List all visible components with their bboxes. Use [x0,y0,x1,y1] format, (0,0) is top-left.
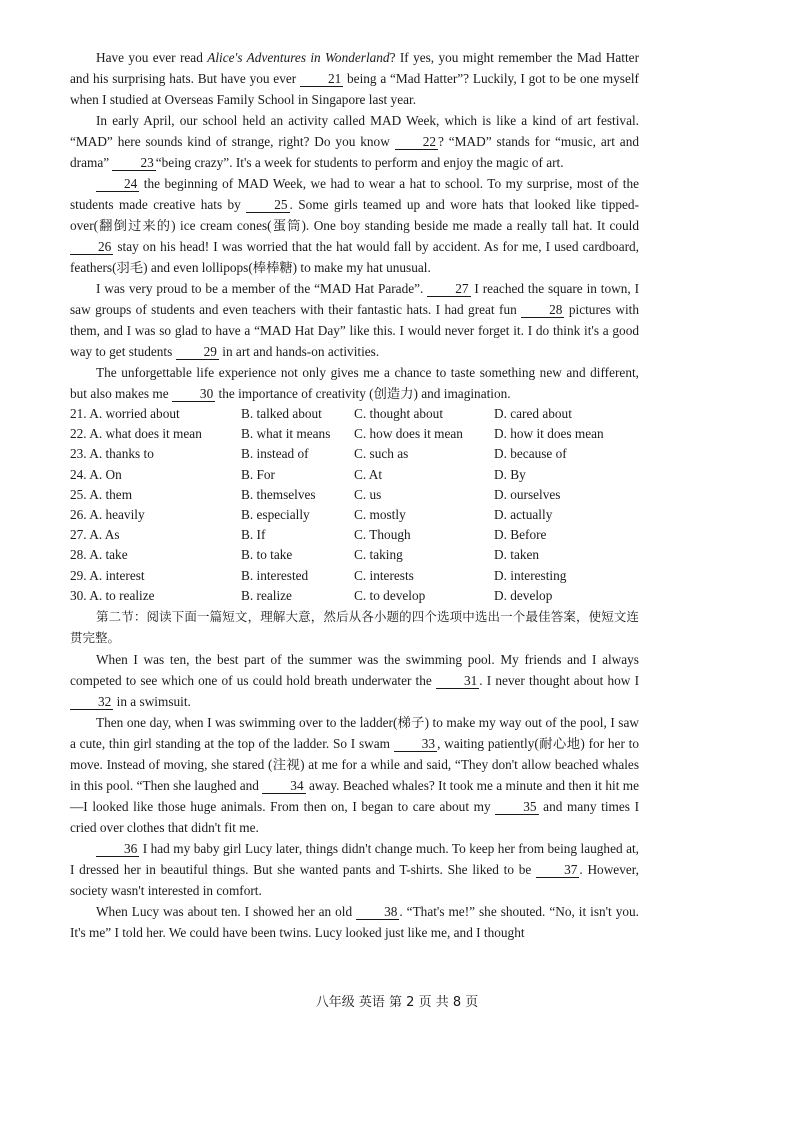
option-row-25 [70,485,639,505]
option-28-c[interactable]: C. taking [354,547,403,563]
option-21-b[interactable]: B. talked about [241,406,322,421]
option-26-b[interactable]: B. especially [241,507,310,523]
option-27-b[interactable]: B. If [241,527,266,543]
options-list [70,404,639,606]
blank-38[interactable]: 38 [356,905,399,920]
option-24-a[interactable]: 24. A. On [70,466,122,482]
option-29-d[interactable]: D. interesting [494,567,567,583]
option-29-b[interactable]: B. interested [241,567,309,583]
option-28-b[interactable]: B. to take [241,547,293,563]
blank-34[interactable]: 34 [262,779,305,794]
option-25-a[interactable]: 25. A. them [70,486,133,502]
blank-22[interactable]: 22 [395,135,438,150]
option-row-27 [70,525,639,545]
option-22-c[interactable]: C. how does it mean [354,426,463,442]
blank-35[interactable]: 35 [495,800,538,815]
option-29-a[interactable]: 29. A. interest [70,567,145,583]
blank-27[interactable]: 27 [427,282,470,297]
option-25-c[interactable]: C. us [354,486,382,502]
option-22-d[interactable]: D. how it does mean [494,426,604,442]
blank-23[interactable]: 23 [112,156,155,171]
option-26-c[interactable]: C. mostly [354,507,406,523]
option-22-a[interactable]: 22. A. what does it mean [70,426,202,442]
passage1-paragraph-3: 24 the beginning of MAD Week, we had to wear a hat to school. To my surprise, most of the students made creative hats by 25 . Some girls teamed up and wore hats that looked like tipped-over(翻倒过来的) ice cream cones(蛋筒). One boy standing beside me made a really tall hat. It could 26 stay on his head! I was worried that the hat would fall by accident. As for me, I used cardboard, feathers(羽毛) and even lollipops(棒棒糖) to make my hat unusual. [70,176,639,275]
option-row-28 [70,545,639,565]
option-row-24 [70,465,639,485]
option-24-b[interactable]: B. For [241,466,275,482]
option-21-a[interactable]: 21. A. worried about [70,406,180,421]
option-row-21 [70,404,639,424]
option-row-22 [70,424,639,444]
passage2-paragraph-1: When I was ten, the best part of the summer was the swimming pool. My friends and I always competed to see which one of us could hold breath underwater the 31 . I never thought about how I 32 in a swimsuit. [70,652,639,710]
blank-30[interactable]: 30 [172,387,215,402]
option-row-30 [70,586,639,606]
passage1-paragraph-4: I was very proud to be a member of the “MAD Hat Parade”. 27 I reached the square in town, I saw groups of students and even teachers with their fantastic hats. I had great fun 28 pictures with them, and I was so glad to have a “MAD Hat Day” like this. I would never forget it. I do think it's a good way to get students 29 in art and hands-on activities. [70,281,639,359]
blank-26[interactable]: 26 [70,240,113,255]
blank-36[interactable]: 36 [96,842,139,857]
option-30-a[interactable]: 30. A. to realize [70,587,155,603]
option-row-26 [70,505,639,525]
option-row-29 [70,566,639,586]
passage1-paragraph-1: Have you ever read Alice's Adventures in Wonderland? If yes, you might remember the Mad Hatter and his surprising hats. But have you ever 21 being a “Mad Hatter”? Luckily, I got to be one myself when I studied at Overseas Family School in Singapore last year. [70,50,640,107]
option-24-c[interactable]: C. At [354,466,383,482]
option-23-c[interactable]: C. such as [354,446,409,462]
option-21-d[interactable]: D. cared about [494,406,572,421]
option-28-d[interactable]: D. taken [494,547,540,563]
option-28-a[interactable]: 28. A. take [70,547,128,563]
blank-25[interactable]: 25 [246,198,289,213]
option-30-d[interactable]: D. develop [494,587,553,603]
option-24-d[interactable]: D. By [494,466,526,482]
section2-instruction: 第二节：阅读下面一篇短文，理解大意，然后从各小题的四个选项中选出一个最佳答案，使短文连贯完整。 [70,609,639,646]
option-26-a[interactable]: 26. A. heavily [70,507,145,523]
page-footer: 八年级 英语 第 2 页 共 8 页 [315,995,479,1010]
option-27-d[interactable]: D. Before [494,527,547,543]
passage1-paragraph-5: The unforgettable life experience not only gives me a chance to taste something new and different, but also makes me 30 the importance of creativity (创造力) and imagination. [70,365,639,401]
passage2-paragraph-4: When Lucy was about ten. I showed her an old 38 . “That's me!” she shouted. “No, it isn't you. It's me” I told her. We could have been twins. Lucy looked just like me, and I thought [70,904,639,941]
blank-28[interactable]: 28 [521,303,564,318]
blank-21[interactable]: 21 [300,72,343,87]
option-30-c[interactable]: C. to develop [354,587,426,603]
option-23-b[interactable]: B. instead of [241,446,309,462]
option-25-b[interactable]: B. themselves [241,486,316,502]
blank-33[interactable]: 33 [394,737,437,752]
blank-24[interactable]: 24 [96,177,139,192]
option-23-a[interactable]: 23. A. thanks to [70,446,154,462]
blank-31[interactable]: 31 [436,674,479,689]
blank-32[interactable]: 32 [70,695,113,710]
option-22-b[interactable]: B. what it means [241,426,331,442]
passage2-paragraph-3: 36 I had my baby girl Lucy later, things didn't change much. To keep her from being laughed at, I dressed her in beautiful things. But she wanted pants and T-shirts. She liked to be 37 . However, society wasn't interested in comfort. [70,841,639,899]
option-30-b[interactable]: B. realize [241,587,292,603]
option-row-23 [70,444,639,464]
blank-29[interactable]: 29 [176,345,219,360]
option-21-c[interactable]: C. thought about [354,406,444,421]
exam-page [70,47,639,943]
option-26-d[interactable]: D. actually [494,507,553,523]
passage2-paragraph-2: Then one day, when I was swimming over to the ladder(梯子) to make my way out of the pool, I saw a cute, thin girl standing at the top of the ladder. So I swam 33 , waiting patiently(耐心地) for her to move. Instead of moving, she stared (注视) at me for a while and said, “They don't allow beached whales in this pool. “Then she laughed and 34 away. Beached whales? It took me a minute and then it hit me —I looked like those huge animals. From then on, I began to care about my 35 and many times I cried over clothes that didn't fit me. [70,715,639,836]
blank-37[interactable]: 37 [536,863,579,878]
passage1-paragraph-2: In early April, our school held an activity called MAD Week, which is like a kind of art festival. “MAD” here sounds kind of strange, right? Do you know 22 ? “MAD” stands for “music, art and drama” 23 “being crazy”. It's a week for students to perform and enjoy the magic of art. [70,113,639,170]
option-27-c[interactable]: C. Though [354,527,411,543]
book-title: Alice's Adventures in Wonderland [207,50,390,65]
option-25-d[interactable]: D. ourselves [494,486,561,502]
option-29-c[interactable]: C. interests [354,567,414,583]
option-27-a[interactable]: 27. A. As [70,527,120,543]
option-23-d[interactable]: D. because of [494,446,567,462]
